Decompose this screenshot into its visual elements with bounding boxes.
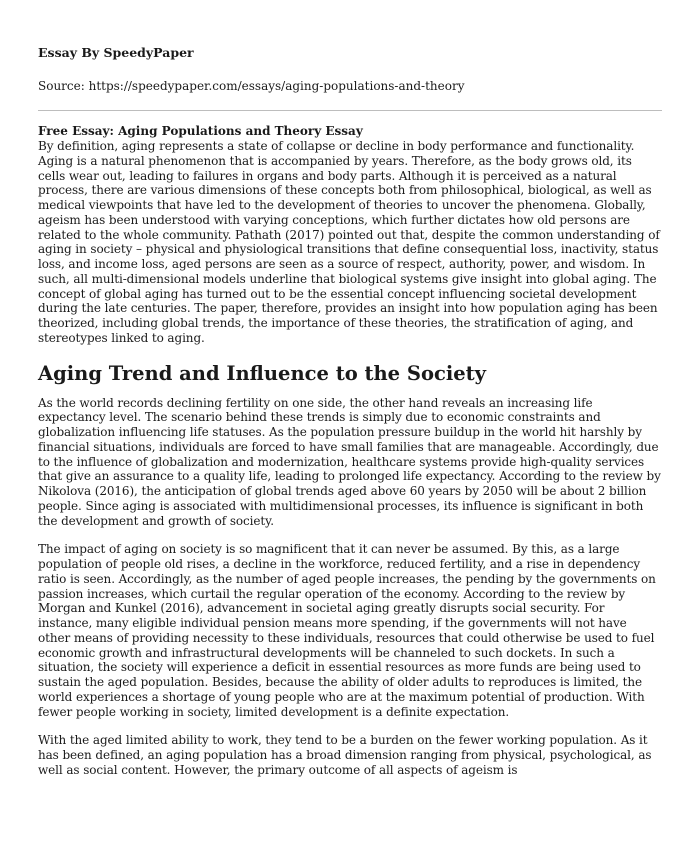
- essay-title: Free Essay: Aging Populations and Theory Essay: [38, 124, 363, 138]
- section-heading: Aging Trend and Influence to the Society: [38, 361, 486, 385]
- body-paragraph-2: The impact of aging on society is so magnificent that it can never be assumed. By this, as a large population of people old rises, a decline in the workforce, reduced fertility, and a rise in dependency ratio is seen. Accordingly, as the number of aged people increases, the pending by the governments on passion increases, which curtail the regular operation of the economy. According to the review by Morgan and Kunkel (2016), advancement in societal aging greatly disrupts social security. For instance, many eligible individual pension means more spending, if the governments will not have other means of providing necessity to these individuals, resources that could otherwise be used to fuel economic growth and infrastructural developments will be channeled to such dockets. In such a situation, the society will experience a deficit in essential resources as more funds are being used to sustain the aged population. Besides, because the ability of older adults to reproduces is limited, the world experiences a shortage of young people who are at the maximum potential of production. With fewer people working in society, limited development is a definite expectation.: [38, 542, 656, 719]
- intro-paragraph: By definition, aging represents a state of collapse or decline in body performance and functionality. Aging is a natural phenomenon that is accompanied by years. Therefore, as the body grows old, its cells wear out, leading to failures in organs and body parts. Although it is perceived as a natural process, there are various dimensions of these concepts both from philosophical, biological, as well as medical viewpoints that have led to the development of theories to uncover the phenomena. Globally, ageism has been understood with varying conceptions, which further dictates how old persons are related to the whole community. Pathath (2017) pointed out that, despite the common understanding of aging in society – physical and physiological transitions that define consequential loss, inactivity, status loss, and income loss, aged persons are seen as a source of respect, authority, power, and wisdom. In such, all multi-dimensional models underline that biological systems give insight into global aging. The concept of global aging has turned out to be the essential concept influencing societal development during the late centuries. The paper, therefore, provides an insight into how population aging has been theorized, including global trends, the importance of these theories, the stratification of aging, and stereotypes linked to aging.: [38, 139, 660, 345]
- body-paragraph-3: With the aged limited ability to work, they tend to be a burden on the fewer working population. As it has been defined, an aging population has a broad dimension ranging from physical, psychological, as well as social content. However, the primary outcome of all aspects of ageism is: [38, 733, 652, 777]
- body-paragraph-1: As the world records declining fertility on one side, the other hand reveals an increasing life expectancy level. The scenario behind these trends is simply due to economic constraints and globalization influencing life statuses. As the population pressure buildup in the world hit harshly by financial situations, individuals are forced to have small families that are manageable. Accordingly, due to the influence of globalization and modernization, healthcare systems provide high-quality services that give an assurance to a quality life, leading to prolonged life expectancy. According to the review by Nikolova (2016), the anticipation of global trends aged above 60 years by 2050 will be about 2 billion people. Since aging is associated with multidimensional processes, its influence is significant in both the development and growth of society.: [38, 395, 661, 528]
- source-link[interactable]: Source: https://speedypaper.com/essays/aging-populations-and-theory: [38, 79, 465, 93]
- header-divider: [38, 110, 662, 111]
- brand-title: Essay By SpeedyPaper: [38, 45, 194, 60]
